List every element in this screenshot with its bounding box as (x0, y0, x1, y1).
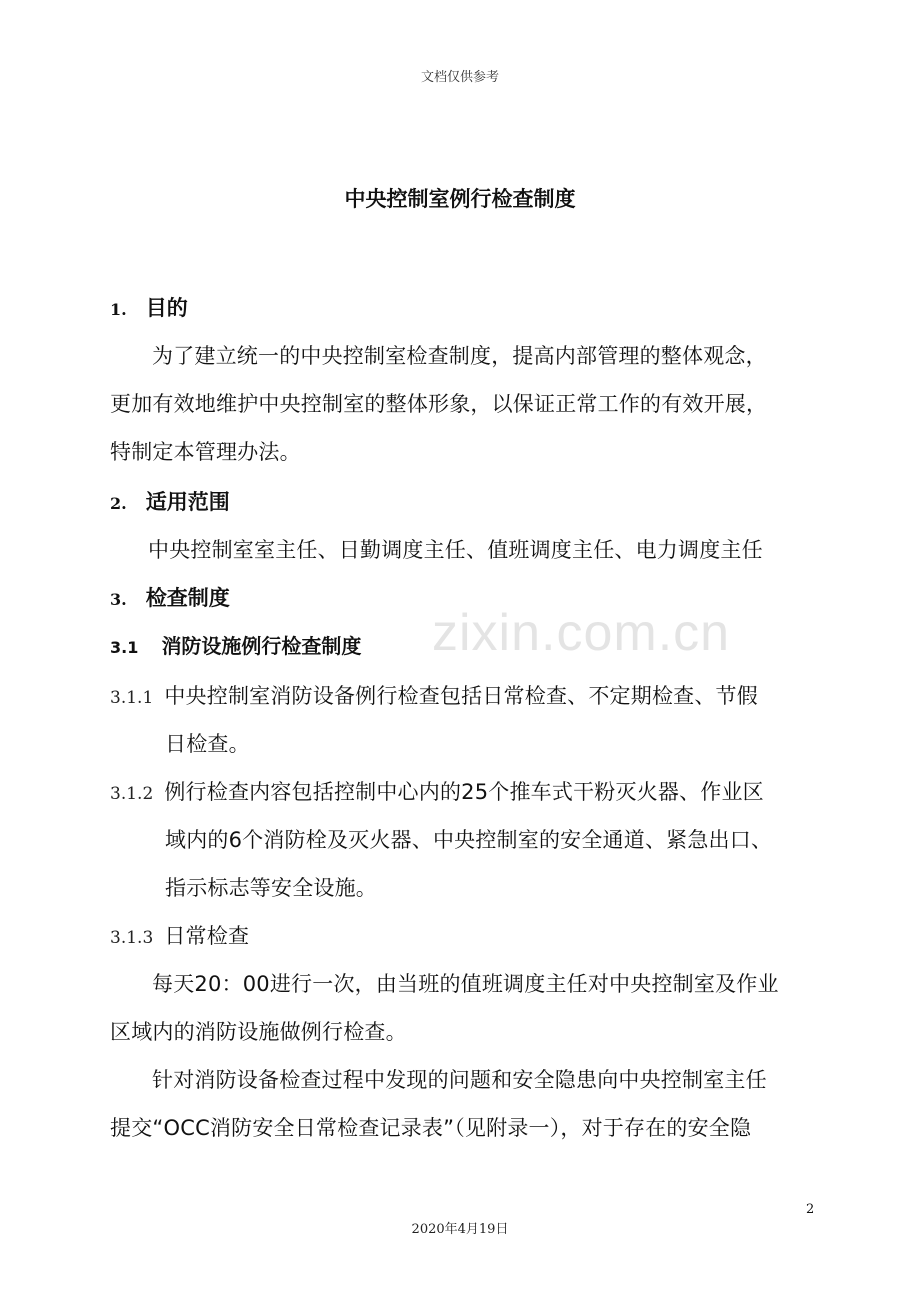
section-3-heading (110, 582, 230, 612)
item-line: 日检查。 (165, 732, 250, 756)
item-line: 中央控制室消防设备例行检查包括日常检查、不定期检查、节假 (164, 684, 758, 708)
subsection-3-1-heading (110, 630, 361, 659)
page-header: 文档仅供参考 (420, 70, 499, 85)
paragraph-line: 区域内的消防设施做例行检查。 (110, 1020, 407, 1044)
watermark: zixin.com.cn (432, 604, 731, 662)
paragraph-line: 为了建立统一的中央控制室检查制度，提高内部管理的整体观念， (152, 344, 767, 368)
page-number: 2 (806, 1202, 815, 1217)
paragraph-line: 中央控制室室主任、日勤调度主任、值班调度主任、电力调度主任 (148, 538, 763, 562)
paragraph-line: 每天20：00进行一次，由当班的值班调度主任对中央控制室及作业 (152, 972, 779, 996)
section-title: 目的 (145, 296, 188, 320)
item-3-1-2 (110, 776, 764, 806)
section-2-heading (110, 486, 230, 516)
paragraph-line: 特制定本管理办法。 (110, 440, 301, 464)
section-1-heading (110, 292, 188, 322)
item-line: 域内的6个消防栓及灭火器、中央控制室的安全通道、紧急出口、 (165, 828, 773, 852)
section-number: 2. (110, 494, 127, 513)
item-3-1-3 (110, 920, 249, 950)
document-title: 中央控制室例行检查制度 (344, 187, 576, 211)
item-line: 例行检查内容包括控制中心内的25个推车式干粉灭火器、作业区 (164, 780, 764, 804)
paragraph-line: 提交“OCC消防安全日常检查记录表”（见附录一），对于存在的安全隐 (110, 1116, 752, 1140)
item-line: 指示标志等安全设施。 (165, 876, 377, 900)
section-number: 3.1 (110, 638, 139, 657)
item-3-1-1 (110, 680, 758, 710)
section-number: 3. (110, 590, 127, 609)
item-heading: 日常检查 (164, 924, 250, 948)
section-title: 消防设施例行检查制度 (161, 634, 362, 658)
section-title: 检查制度 (145, 586, 230, 610)
section-title: 适用范围 (145, 490, 230, 514)
paragraph-line: 更加有效地维护中央控制室的整体形象，以保证正常工作的有效开展， (110, 392, 768, 416)
footer-date: 2020年4月19日 (411, 1222, 509, 1237)
item-number: 3.1.2 (110, 784, 154, 804)
section-number: 1. (110, 300, 127, 319)
paragraph-line: 针对消防设备检查过程中发现的问题和安全隐患向中央控制室主任 (152, 1068, 767, 1092)
item-number: 3.1.1 (110, 688, 154, 708)
item-number: 3.1.3 (110, 928, 154, 948)
